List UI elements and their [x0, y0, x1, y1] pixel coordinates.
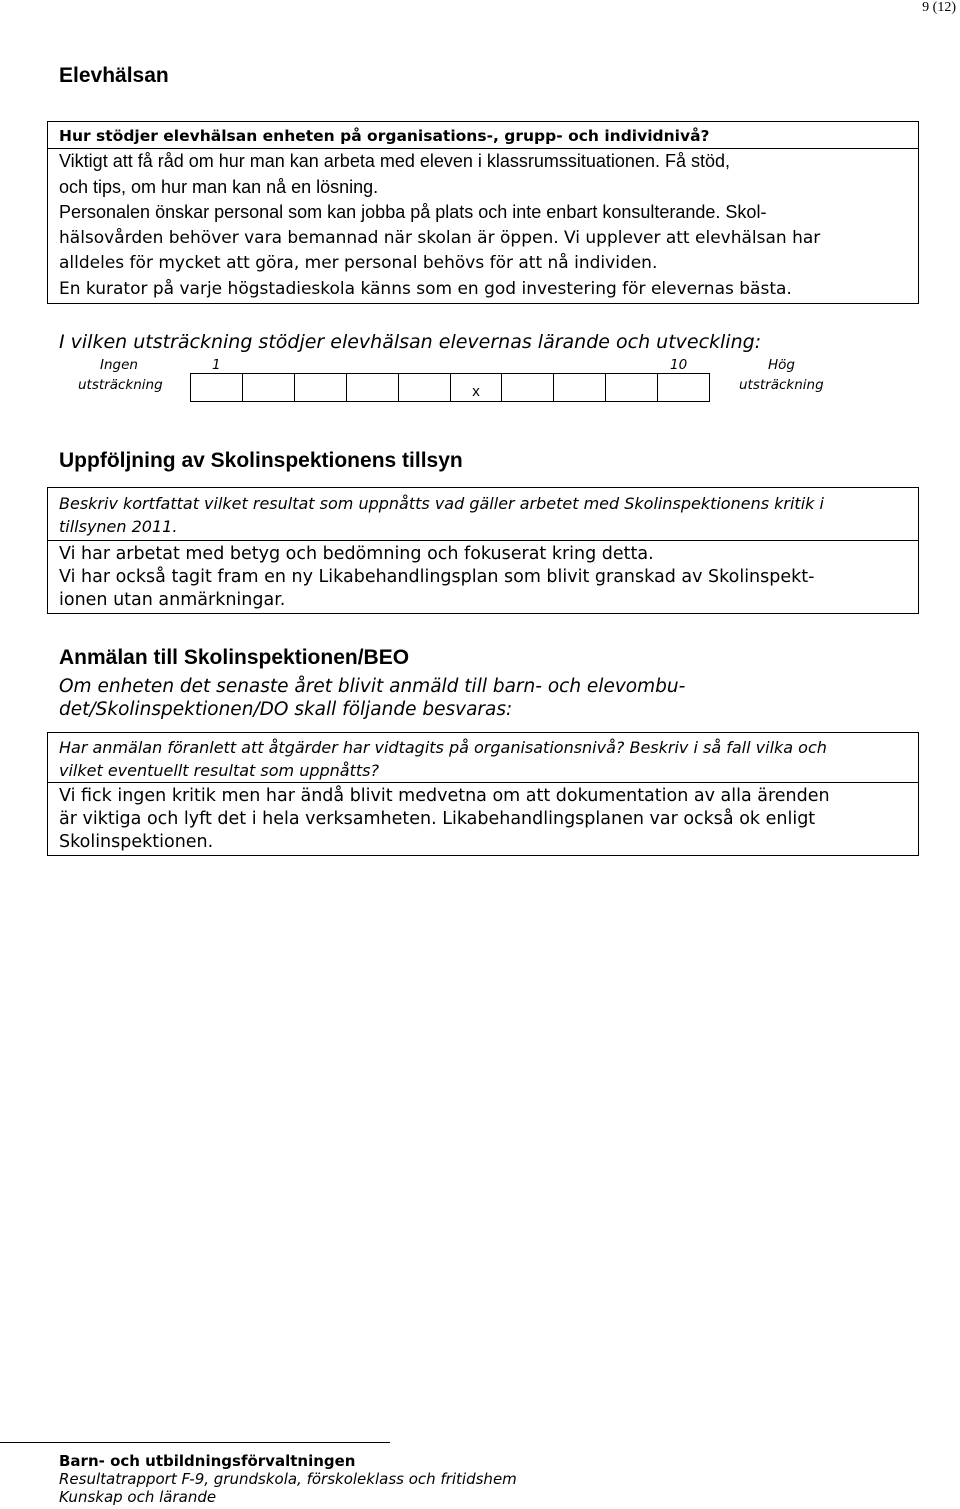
question-line: vilket eventuellt resultat som uppnåtts?: [59, 761, 379, 780]
uppfoljning-question-row: [48, 488, 918, 540]
footer-organization: Barn- och utbildningsförvaltningen: [59, 1452, 356, 1470]
footer: [59, 1452, 517, 1506]
answer-line: Vi har arbetat med betyg och bedömning och fokuserat kring detta.: [59, 544, 654, 564]
scale-high-label-2: utsträckning: [739, 377, 824, 393]
elevhalsan-answer-row: [48, 148, 918, 303]
answer-line: Viktigt att få råd om hur man kan arbeta med eleven i klassrumssituationen. Få stöd,: [59, 151, 731, 171]
answer-line: och tips, om hur man kan nå en lösning.: [59, 176, 379, 197]
elevhalsan-question-row: [48, 122, 918, 148]
anmalan-question: [59, 736, 907, 782]
footer-report-title: Resultatrapport F-9, grundskola, förskoleklass och fritidshem: [59, 1470, 517, 1488]
intro-line: det/Skolinspektionen/DO skall följande besvaras:: [59, 699, 513, 720]
scale-cell-8: [553, 374, 605, 401]
section-heading-anmalan: Anmälan till Skolinspektionen/BEO: [59, 646, 410, 669]
scale-cell-9: [605, 374, 657, 401]
scale-cell-1: [191, 374, 242, 401]
answer-line: ionen utan anmärkningar.: [59, 590, 286, 610]
scale-cell-2: [242, 374, 294, 401]
scale-low-label: Ingen: [100, 357, 138, 373]
question-line: Har anmälan föranlett att åtgärder har vidtagits på organisationsnivå? Beskriv i så fall vilka och: [59, 738, 827, 757]
footer-divider: [0, 1442, 390, 1443]
intro-line: Om enheten det senaste året blivit anmäld till barn- och elevombu-: [59, 676, 686, 697]
answer-line: Vi fick ingen kritik men har ändå blivit medvetna om att dokumentation av alla ärenden: [59, 786, 830, 806]
page-number: 9 (12): [922, 0, 956, 15]
question-line: tillsynen 2011.: [59, 517, 178, 536]
anmalan-intro: [59, 675, 759, 721]
scale-max-label: 10: [670, 357, 688, 373]
scale-high-label: Hög: [768, 357, 795, 373]
scale-selected-mark: x: [472, 383, 480, 400]
question-line: Beskriv kortfattat vilket resultat som uppnåtts vad gäller arbetet med Skolinspektionens kritik i: [59, 494, 824, 513]
scale-cell-5: [398, 374, 450, 401]
answer-line: En kurator på varje högstadieskola känns som en god investering för elevernas bästa.: [59, 278, 792, 299]
uppfoljning-box: [47, 487, 919, 614]
answer-line: Personalen önskar personal som kan jobba på plats och inte enbart konsulterande. Skol-: [59, 202, 767, 222]
answer-line: hälsovården behöver vara bemannad när skolan är öppen. Vi upplever att elevhälsan har: [59, 227, 821, 248]
elevhalsan-question: Hur stödjer elevhälsan enheten på organisations-, grupp- och individnivå?: [59, 127, 710, 145]
anmalan-answer: [59, 785, 907, 854]
footer-section: Kunskap och lärande: [59, 1488, 217, 1506]
anmalan-answer-row: [48, 782, 918, 855]
answer-line: Skolinspektionen.: [59, 832, 214, 852]
scale-min-label: 1: [212, 357, 221, 373]
scale-cell-4: [346, 374, 398, 401]
answer-line: Vi har också tagit fram en ny Likabehandlingsplan som blivit granskad av Skolinspekt-: [59, 567, 815, 587]
anmalan-box: [47, 732, 919, 856]
scale-question: I vilken utsträckning stödjer elevhälsan elevernas lärande och utveckling:: [59, 331, 762, 353]
uppfoljning-question: [59, 492, 907, 538]
anmalan-question-row: [48, 733, 918, 782]
scale-cell-3: [294, 374, 346, 401]
scale-cell-7: [501, 374, 553, 401]
answer-line: är viktiga och lyft det i hela verksamheten. Likabehandlingsplanen var också ok enligt: [59, 809, 816, 829]
answer-line: alldeles för mycket att göra, mer personal behövs för att nå individen.: [59, 253, 658, 273]
section-heading-uppfoljning: Uppföljning av Skolinspektionens tillsyn: [59, 449, 463, 472]
rating-scale: [190, 373, 710, 402]
scale-cell-6: [450, 374, 502, 401]
scale-cell-10: [657, 374, 709, 401]
section-heading-elevhalsan: Elevhälsan: [59, 64, 169, 87]
uppfoljning-answer-row: [48, 540, 918, 613]
elevhalsan-answer: [59, 149, 907, 302]
scale-low-label-2: utsträckning: [78, 377, 163, 393]
elevhalsan-box: [47, 121, 919, 304]
uppfoljning-answer: [59, 543, 907, 612]
